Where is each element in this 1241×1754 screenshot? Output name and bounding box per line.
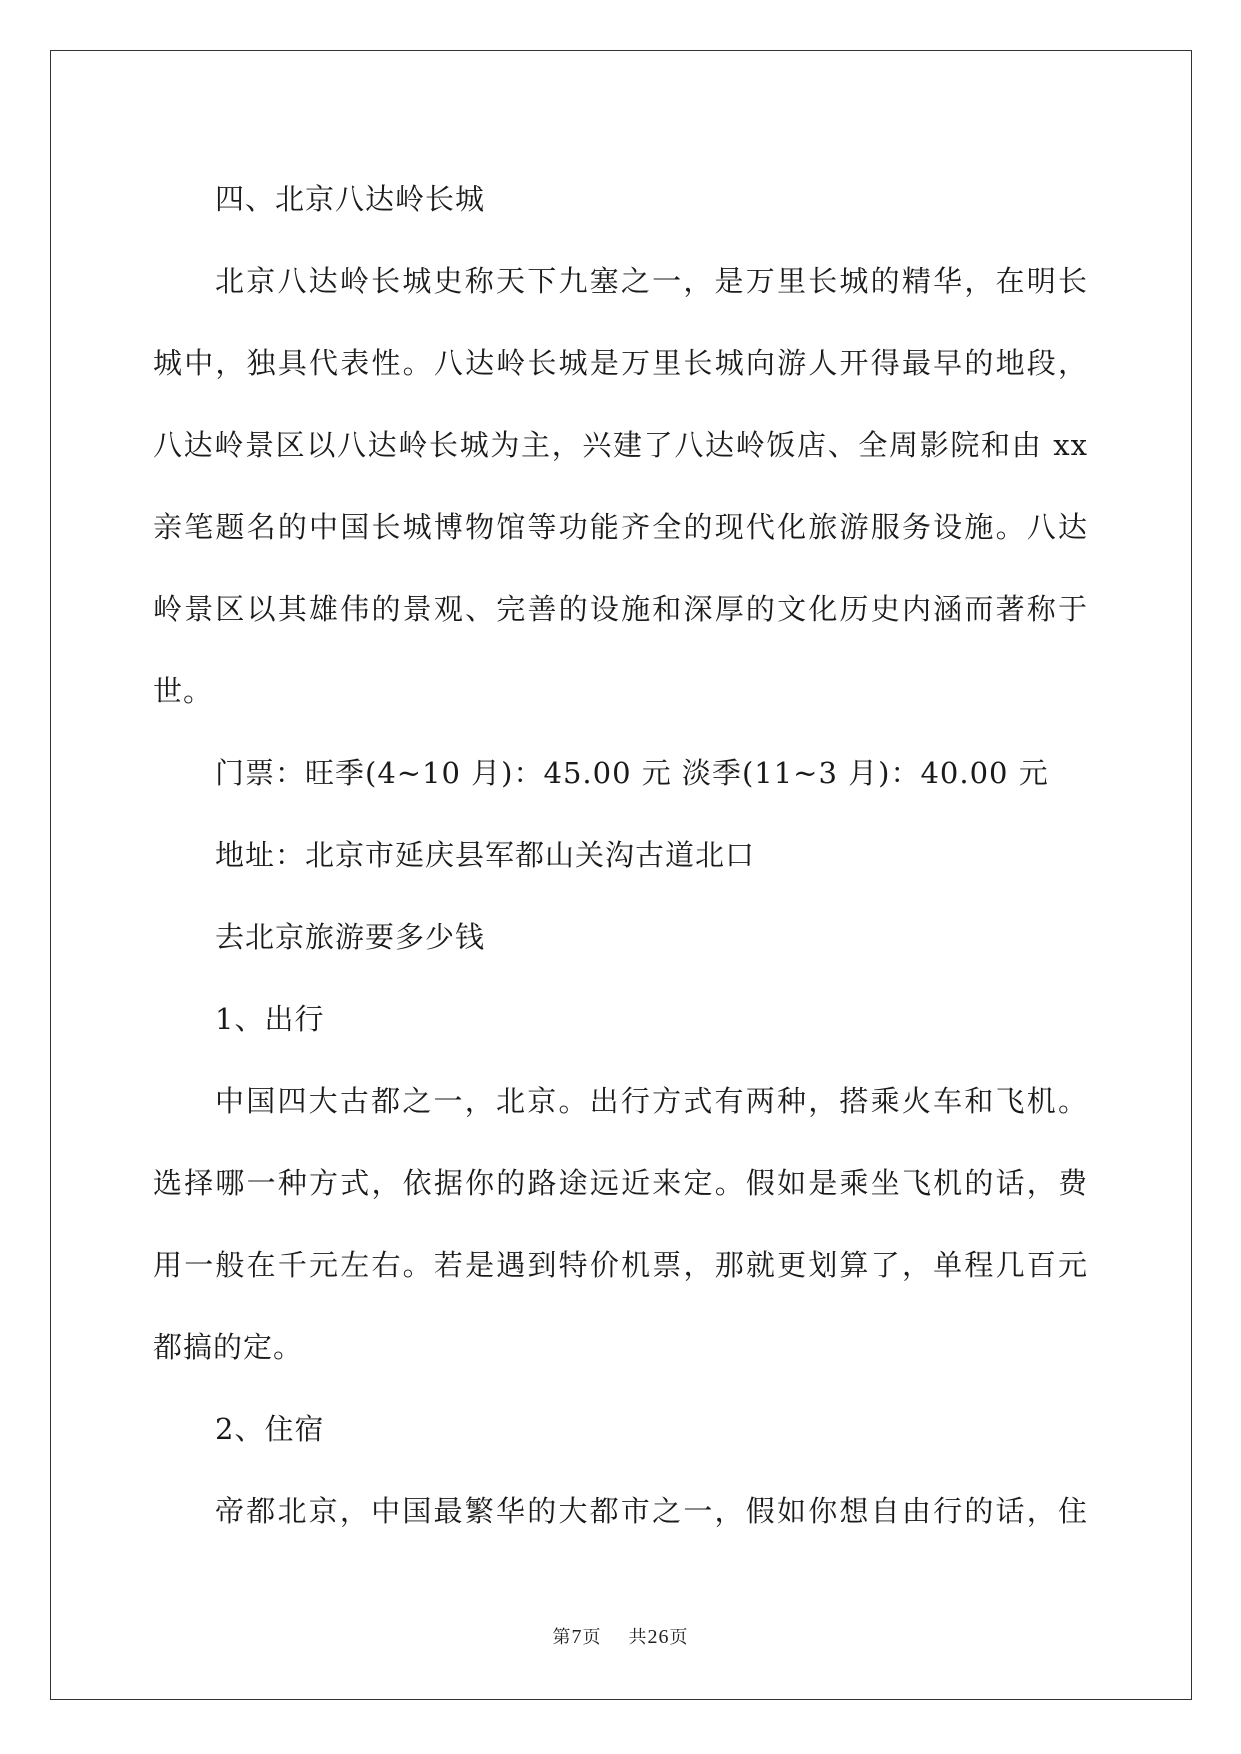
footer-total-suffix: 页 — [669, 1627, 689, 1648]
text-line: 都搞的定。 — [153, 1330, 304, 1364]
text-line: 2、住宿 — [215, 1412, 325, 1446]
footer-total-pages: 26 — [647, 1626, 670, 1648]
footer-page-prefix: 第 — [552, 1627, 572, 1648]
text-line: 去北京旅游要多少钱 — [215, 920, 486, 954]
text-line: 帝都北京，中国最繁华的大都市之一，假如你想自由行的话，住 — [215, 1494, 1088, 1528]
text-line: 岭景区以其雄伟的景观、完善的设施和深厚的文化历史内涵而著称于 — [153, 592, 1088, 626]
text-line: 门票：旺季(4~10 月)：45.00 元 淡季(11~3 月)：40.00 元 — [215, 756, 1049, 790]
text-line: 八达岭景区以八达岭长城为主，兴建了八达岭饭店、全周影院和由 xx — [153, 428, 1088, 462]
text-line: 选择哪一种方式，依据你的路途远近来定。假如是乘坐飞机的话，费 — [153, 1166, 1088, 1200]
text-line: 城中，独具代表性。八达岭长城是万里长城向游人开得最早的地段， — [153, 346, 1088, 380]
text-line: 1、出行 — [215, 1002, 325, 1036]
text-line: 亲笔题名的中国长城博物馆等功能齐全的现代化旅游服务设施。八达 — [153, 510, 1088, 544]
text-line: 世。 — [153, 674, 214, 708]
text-line: 地址：北京市延庆县军都山关沟古道北口 — [215, 838, 756, 872]
footer-page-suffix: 页 — [582, 1627, 602, 1648]
footer-total-prefix: 共 — [628, 1627, 648, 1648]
footer-page-number: 7 — [571, 1626, 583, 1648]
text-line: 北京八达岭长城史称天下九塞之一，是万里长城的精华，在明长 — [215, 264, 1088, 298]
document-body — [153, 158, 1088, 1552]
page-footer — [0, 1623, 1241, 1649]
text-line: 中国四大古都之一，北京。出行方式有两种，搭乘火车和飞机。 — [215, 1084, 1088, 1118]
text-line: 四、北京八达岭长城 — [215, 182, 486, 216]
text-line: 用一般在千元左右。若是遇到特价机票，那就更划算了，单程几百元 — [153, 1248, 1088, 1282]
